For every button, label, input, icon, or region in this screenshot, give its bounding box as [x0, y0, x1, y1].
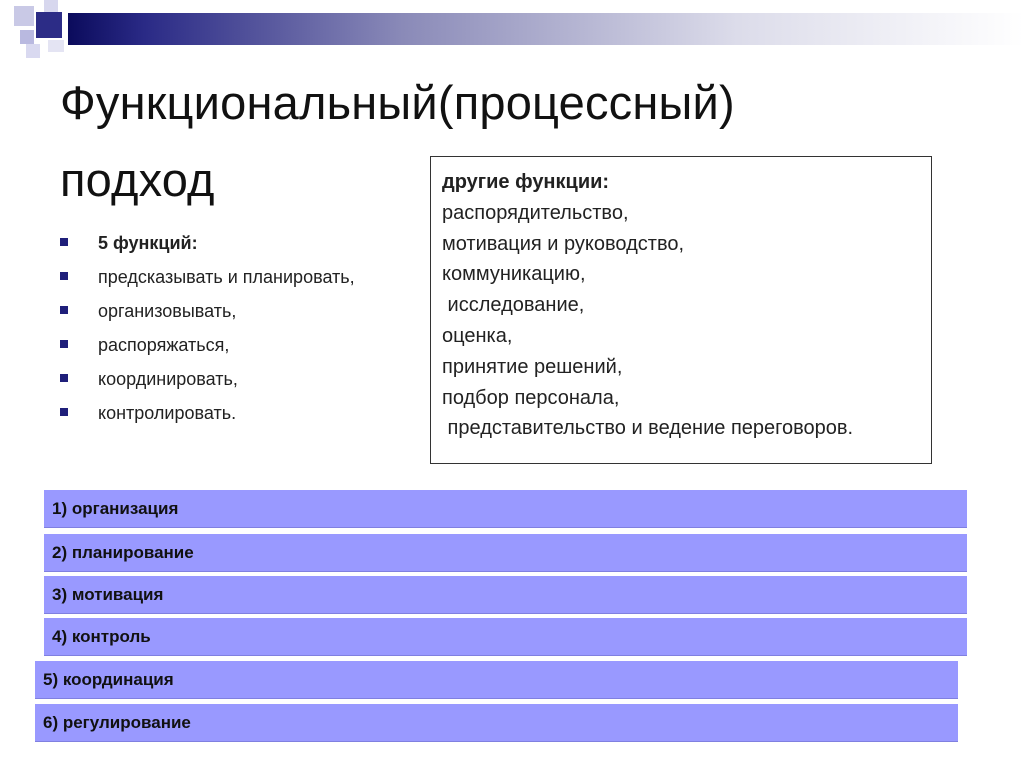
other-functions-line: исследование,	[442, 294, 585, 317]
stage-bar-organization	[44, 490, 967, 528]
other-functions-line: распорядительство,	[442, 201, 629, 224]
stage-bar-motivation	[44, 576, 967, 614]
square-bullet-icon	[60, 408, 68, 416]
decorative-square	[36, 12, 62, 38]
list-item-text: предсказывать и планировать,	[98, 267, 355, 287]
stage-bar-planning	[44, 534, 967, 572]
square-bullet-icon	[60, 306, 68, 314]
decorative-square	[48, 40, 64, 52]
list-item	[60, 226, 355, 260]
decorative-square	[44, 0, 58, 12]
list-item	[60, 294, 355, 328]
square-bullet-icon	[60, 340, 68, 348]
other-functions-line: оценка,	[442, 324, 513, 347]
other-functions-line: представительство и ведение переговоров.	[442, 417, 854, 440]
other-functions-line: мотивация и руководство,	[442, 232, 685, 255]
list-item-text: координировать,	[98, 369, 238, 389]
list-item-text: 5 функций:	[98, 233, 198, 253]
slide-title-line-2: подход	[60, 153, 215, 206]
list-item	[60, 362, 355, 396]
other-functions-line: подбор персонала,	[442, 386, 620, 409]
decorative-square	[20, 30, 34, 44]
list-item-text: организовывать,	[98, 301, 237, 321]
list-item	[60, 328, 355, 362]
stage-bar-regulation	[35, 704, 958, 742]
header-gradient-bar	[68, 13, 1024, 45]
list-item	[60, 396, 355, 430]
square-bullet-icon	[60, 374, 68, 382]
stage-label: 5) координация	[43, 670, 174, 689]
list-item-text: распоряжаться,	[98, 335, 230, 355]
other-functions-heading: другие функции:	[442, 171, 610, 193]
stage-label: 2) планирование	[52, 543, 194, 562]
other-functions-text	[442, 167, 853, 444]
decorative-square	[26, 44, 40, 58]
stage-label: 4) контроль	[52, 627, 151, 646]
functions-list	[60, 226, 355, 430]
slide-title-line-1: Функциональный(процессный)	[60, 76, 735, 129]
other-functions-box	[430, 156, 932, 464]
stage-label: 1) организация	[52, 499, 179, 518]
square-bullet-icon	[60, 272, 68, 280]
square-bullet-icon	[60, 238, 68, 246]
stage-label: 6) регулирование	[43, 713, 191, 732]
decorative-square	[14, 6, 34, 26]
list-item-text: контролировать.	[98, 403, 237, 423]
list-item	[60, 260, 355, 294]
stage-bar-control	[44, 618, 967, 656]
stage-label: 3) мотивация	[52, 585, 164, 604]
stage-bar-coordination	[35, 661, 958, 699]
other-functions-line: коммуникацию,	[442, 263, 586, 286]
other-functions-line: принятие решений,	[442, 355, 623, 378]
